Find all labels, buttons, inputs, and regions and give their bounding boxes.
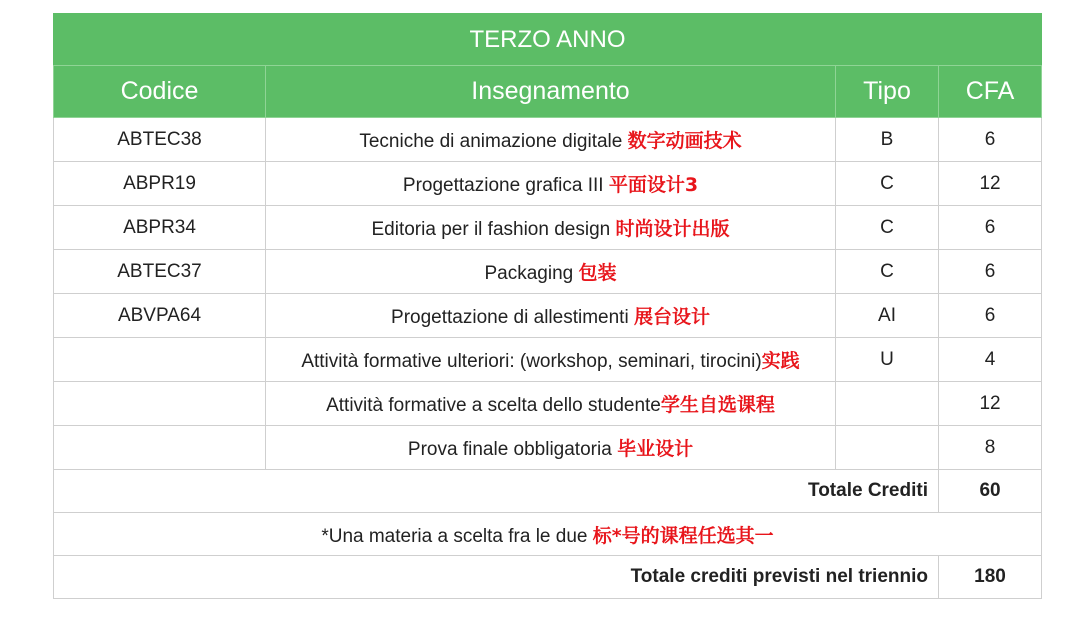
cell-tipo: C xyxy=(836,162,939,206)
cell-cfa: 6 xyxy=(939,294,1042,338)
course-name: Attività formative ulteriori: (workshop, seminari, tirocini) xyxy=(301,351,762,372)
cell-codice xyxy=(54,338,266,382)
cell-cfa: 6 xyxy=(939,250,1042,294)
cell-tipo xyxy=(836,382,939,426)
cell-codice: ABVPA64 xyxy=(54,294,266,338)
course-name: Progettazione grafica III xyxy=(402,175,609,196)
cell-insegnamento xyxy=(266,294,836,338)
cell-tipo: B xyxy=(836,118,939,162)
table-header-row xyxy=(54,66,1042,118)
totale-crediti-label: Totale Crediti xyxy=(54,470,939,513)
note-row xyxy=(54,513,1042,556)
cell-codice: ABPR19 xyxy=(54,162,266,206)
course-name-chinese: 实践 xyxy=(761,350,800,372)
cell-cfa: 4 xyxy=(939,338,1042,382)
course-name-chinese: 平面设计3 xyxy=(608,174,699,196)
table-row xyxy=(54,206,1042,250)
cell-codice: ABTEC37 xyxy=(54,250,266,294)
totale-triennio-value: 180 xyxy=(939,556,1042,599)
header-insegnamento: Insegnamento xyxy=(266,66,836,118)
cell-codice: ABPR34 xyxy=(54,206,266,250)
totale-crediti-row xyxy=(54,470,1042,513)
header-cfa: CFA xyxy=(939,66,1042,118)
note-text: *Una materia a scelta fra le due xyxy=(321,525,593,547)
cell-cfa: 12 xyxy=(939,162,1042,206)
cell-cfa: 6 xyxy=(939,206,1042,250)
totale-triennio-label: Totale crediti previsti nel triennio xyxy=(54,556,939,599)
cell-tipo: AI xyxy=(836,294,939,338)
table-row xyxy=(54,250,1042,294)
cell-cfa: 8 xyxy=(939,426,1042,470)
header-codice: Codice xyxy=(54,66,266,118)
course-name-chinese: 展台设计 xyxy=(633,306,710,328)
cell-insegnamento xyxy=(266,426,836,470)
table-row xyxy=(54,338,1042,382)
course-name: Editoria per il fashion design xyxy=(371,219,616,240)
course-name: Tecniche di animazione digitale xyxy=(359,131,628,152)
header-tipo: Tipo xyxy=(836,66,939,118)
cell-codice xyxy=(54,382,266,426)
totale-triennio-row xyxy=(54,556,1042,599)
table-row xyxy=(54,382,1042,426)
course-name-chinese: 包装 xyxy=(578,262,617,284)
cell-insegnamento xyxy=(266,250,836,294)
table-row xyxy=(54,118,1042,162)
note-cell xyxy=(54,513,1042,556)
cell-insegnamento xyxy=(266,162,836,206)
course-name-chinese: 数字动画技术 xyxy=(627,130,742,152)
cell-tipo: C xyxy=(836,206,939,250)
cell-insegnamento xyxy=(266,118,836,162)
cell-tipo: U xyxy=(836,338,939,382)
course-name: Packaging xyxy=(484,263,579,284)
cell-insegnamento xyxy=(266,382,836,426)
cell-cfa: 6 xyxy=(939,118,1042,162)
course-name-chinese: 时尚设计出版 xyxy=(615,218,730,240)
cell-insegnamento xyxy=(266,206,836,250)
table-title: TERZO ANNO xyxy=(54,14,1042,66)
cell-tipo xyxy=(836,426,939,470)
cell-tipo: C xyxy=(836,250,939,294)
cell-insegnamento xyxy=(266,338,836,382)
table-title-row xyxy=(54,14,1042,66)
curriculum-table xyxy=(53,13,1042,599)
course-name: Attività formative a scelta dello studente xyxy=(326,395,661,416)
table-row xyxy=(54,162,1042,206)
note-text-chinese: 标*号的课程任选其一 xyxy=(592,524,774,547)
cell-codice xyxy=(54,426,266,470)
course-name-chinese: 学生自选课程 xyxy=(660,394,775,416)
cell-cfa: 12 xyxy=(939,382,1042,426)
course-name: Progettazione di allestimenti xyxy=(391,307,634,328)
table-row xyxy=(54,294,1042,338)
course-name: Prova finale obbligatoria xyxy=(407,439,618,460)
totale-crediti-value: 60 xyxy=(939,470,1042,513)
curriculum-table-container xyxy=(53,13,1041,599)
course-name-chinese: 毕业设计 xyxy=(617,438,694,460)
cell-codice: ABTEC38 xyxy=(54,118,266,162)
table-row xyxy=(54,426,1042,470)
table-body xyxy=(54,118,1042,599)
